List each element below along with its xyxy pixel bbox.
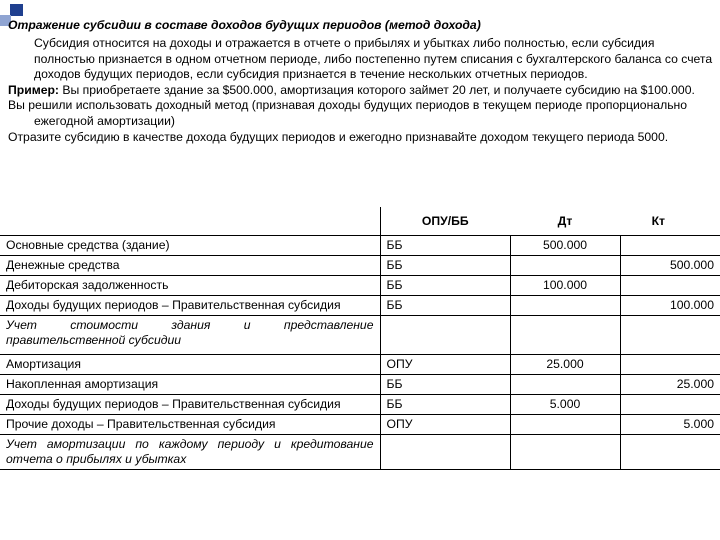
slide-title: Отражение субсидии в составе доходов будущих периодов (метод дохода)	[8, 18, 481, 32]
row-code: ОПУ	[380, 415, 510, 435]
decor-square-dark	[10, 4, 23, 16]
row-kt	[620, 236, 720, 256]
intro-paragraph: Субсидия относится на доходы и отражается в отчете о прибылях и убытках либо полностью, если субсидия полностью признается в одном отчетном периоде, либо постепенно путем списания с бухгалтерского баланса со счета доходов будущих периодов, если субсидия признается в течение нескольких отчетных периодов.	[34, 36, 713, 82]
table-row	[0, 276, 720, 296]
table-row	[0, 256, 720, 276]
row-code: ББ	[380, 276, 510, 296]
header-dt: Дт	[557, 213, 573, 228]
row-dt: 5.000	[510, 395, 620, 415]
row-account: Накопленная амортизация	[0, 375, 380, 395]
table-row	[0, 355, 720, 375]
row-account: Дебиторская задолженность	[0, 276, 380, 296]
row-code: ББ	[380, 296, 510, 316]
row-kt-empty	[620, 316, 720, 355]
header-kt: Кт	[651, 213, 665, 228]
table-header-row	[0, 207, 720, 236]
row-kt-empty	[620, 435, 720, 470]
row-account: Прочие доходы – Правительственная субсидия	[0, 415, 380, 435]
table-row	[0, 395, 720, 415]
row-kt	[620, 276, 720, 296]
row-dt	[510, 415, 620, 435]
method-paragraph: Вы решили использовать доходный метод (признавая доходы будущих периодов в текущем периоде пропорционально ежегодной амортизации)	[8, 98, 688, 128]
row-dt	[510, 375, 620, 395]
row-code-empty	[380, 435, 510, 470]
row-account: Доходы будущих периодов – Правительственная субсидия	[0, 395, 380, 415]
row-account: Доходы будущих периодов – Правительственная субсидия	[0, 296, 380, 316]
row-kt	[620, 355, 720, 375]
row-dt-empty	[510, 316, 620, 355]
slide-text	[8, 36, 714, 145]
row-note: Учет амортизации по каждому периоду и кредитование отчета о прибылях и убытках	[0, 435, 380, 470]
table-row	[0, 296, 720, 316]
row-kt: 25.000	[620, 375, 720, 395]
table-note-row	[0, 316, 720, 355]
row-account: Основные средства (здание)	[0, 236, 380, 256]
row-kt	[620, 395, 720, 415]
table-row	[0, 415, 720, 435]
row-note: Учет стоимости здания и представление правительственной субсидии	[0, 316, 380, 355]
row-code: ББ	[380, 375, 510, 395]
example-paragraph	[8, 83, 714, 99]
row-dt: 500.000	[510, 236, 620, 256]
header-account	[0, 207, 380, 236]
table-note-row	[0, 435, 720, 470]
row-account: Амортизация	[0, 355, 380, 375]
row-account: Денежные средства	[0, 256, 380, 276]
row-dt: 25.000	[510, 355, 620, 375]
example-label: Пример:	[8, 82, 59, 97]
table-row	[0, 236, 720, 256]
journal-table	[0, 207, 720, 470]
row-kt: 5.000	[620, 415, 720, 435]
row-kt: 500.000	[620, 256, 720, 276]
row-dt	[510, 256, 620, 276]
reflect-paragraph: Отразите субсидию в качестве дохода будущих периодов и ежегодно признавайте доходом текущего периода 5000.	[8, 129, 669, 144]
row-dt: 100.000	[510, 276, 620, 296]
row-kt: 100.000	[620, 296, 720, 316]
row-code: ОПУ	[380, 355, 510, 375]
row-code: ББ	[380, 236, 510, 256]
row-dt	[510, 296, 620, 316]
example-text: Вы приобретаете здание за $500.000, амортизация которого займет 20 лет, и получаете субсидию на $100.000.	[62, 82, 695, 97]
row-code: ББ	[380, 395, 510, 415]
row-code-empty	[380, 316, 510, 355]
row-dt-empty	[510, 435, 620, 470]
row-code: ББ	[380, 256, 510, 276]
table-row	[0, 375, 720, 395]
header-code: ОПУ/ББ	[380, 207, 510, 236]
